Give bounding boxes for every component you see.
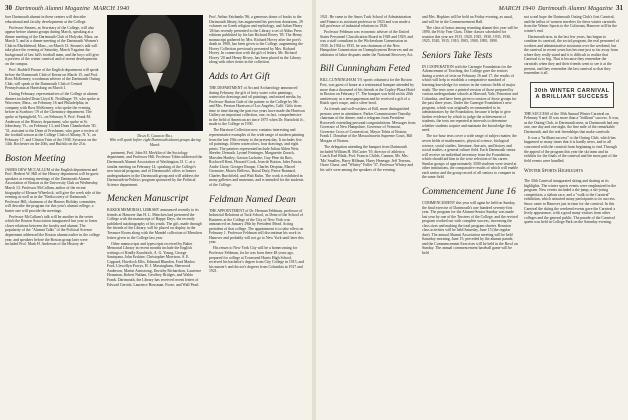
paragraph: partment, Prof. John M. Mecklin of the Sociology department, and Professor Hill. Professor Tobin addressed the Dartmouth Alumni Association of Washington, D. C. at a similar meeting on February 14, speaking of the College's new tutorial program, and of Dartmouth's offers to honors undergraduates in the Dartmouth group and will address the Dartmouth-in-Politics program sponsored by the Political Science department. <box>107 150 203 187</box>
section-heading-mencken-manuscript: Mencken Manuscript <box>107 193 189 205</box>
paragraph: As friends and well-wishers of Bill, more distinguished persons were in attendance. Parker Commissioner Timothy chairman of the dinner, read a telegram from President Roosevelt extending personal congratulations. Messages from Governor of New Hampshire, Governor of Vermont, Governor Cross of Connecticut, Mayor Tobin of Boston, Frank J. Donahue of the Massachusetts Supreme Court, Bill Morgan of Boston. <box>320 107 416 144</box>
paragraph: BAKER MEMORIAL LIBRARY announced recently to its friends at Hanover that H. L. Mencken had presented the College with the manuscript of Happy Days, the recently published autobiography of his youth. The gift, made through the friends of the Library, will be placed on display in the Treasure Room along with the Mandel collection of Mencken letters given to the College last year. <box>107 208 202 240</box>
paragraph: Dartmouth now, in the last few years, has begun to combine its carnival, the social program, the real personnel of workers and administrative assistants over the weekend, but the carnival in recent years has become just so far away from where they really stand and it is difficult to realize that Carnival is so big. That is because they remember the carnivals when they and their friends went to see it at the present, and they remember the last carnival so that they remember it all. <box>524 34 620 76</box>
carnival-announcement-box <box>530 82 614 108</box>
right-column-3 <box>524 15 620 226</box>
paragraph: During February, representatives of the College at alumni dinners included Dean Lloyd K. Neidlinger '19, who spoke at Worcester, Mass., on February 16 and Philadelphia, in company with Ross McKenney, who spoke the evening before at Scarboro '19 of the Chemistry department. The spoke at Springfield, Vt., on February 9. Prof. Frank M. Anderson of the History department, who spoke at St. Johnsbury, Vt., on February 13, and Dean Chamberlain '30, '31, assistant to the Dean of Freshmen, who gave a review of the football season at the College Club of Albany, N. Y., on February 17, and Clinton Trim of the 1938, Syracuse on the 14th. Rochester on the 20th, and Buffalo on the 21st. <box>5 92 100 147</box>
carnival-box-line-1: 30th WINTER CARNIVAL <box>534 87 610 94</box>
paragraph: THE APPOINTMENT of Dr. Herman Feldman, professor of Industrial Relations at Tuck School, as Dean of the School of Business at the College of the City of New York was announced on January 29th by President Mead. Acting president of that college. The appointment is to take effect on February 1. Professor Feldman will discontinue his work in Hanover and probably will not go to New York until later this year. <box>209 208 304 245</box>
left-column-3 <box>209 15 305 275</box>
carnival-box-line-2: A BRILLIANT SUCCESS <box>535 94 609 101</box>
paragraph: COMMENCEMENT this year will again be held on Sunday, the final exercise of Dartmouth's one hundred seventy-first year. The program for the Alumni-Senior Sunday was made last year by one of the Trustees of the College, and the revised program worked out with complete success, increasing the class sizes and making the total program shorter. Reunion class activities will be held Saturday, June 15 (the regular date). The annual Alumni Association meeting will be held Saturday morning, June 15, preceded by the alumni parade, and the Commencement Exercises will be held in the Bowl on Sunday. The annual commencement baseball game will be held <box>422 200 518 255</box>
paragraph: BILL CUNNINGHAM '19, sports columnist for the Boston Post, was guest of honor at a testimonial banquet attended by more than a thousand of his friends at the Copley-Plaza Hotel in Boston on February 17. The banquet was held on his 20th anniversary as a newspaperman and he received a gift of a Buick sport coupe, and a silver bowl. <box>320 78 415 106</box>
left-page-number: 30 <box>5 4 12 12</box>
right-issue-date: MARCH 1940 <box>498 5 535 12</box>
caption-text: Who will speak before eight Dartmouth alumni groups during March. <box>109 138 201 147</box>
paragraph: It was a "brilliant success" to the Outing Club, which has happened so many times that it is hardly news, and to all concerned with the carnival from beginning to end. Through the appeal of the program this year the ski team and its exhibits for the finals of the carnival and the most part of the field events were handled. <box>524 135 618 163</box>
right-column-1 <box>320 15 416 174</box>
paragraph: The class of honor among reuniting alumni this year will be 1890, the Fifty Year Class. Other classes scheduled for reunion this year are 1915, 1920, 1925, 1930, 1935, 1930, 1925, 1920, 1915, 1910, 1905, 1900, 1895, 1890. <box>422 25 519 44</box>
paragraph: and Mrs. Hopkins will be held on Friday evening, as usual, and will be in the Commencement Ball. <box>422 15 513 24</box>
section-heading-boston-meeting: Boston Meeting <box>5 152 66 164</box>
paragraph: THE SUCCESS of the 30th Annual Winter Carnival on February 9 and 10 was more than a "brilliant" success. It was, as the Outing Club, to Dartmouth men, as Dartmouth had any one, one day and one night, the fine mile of the remarkable Dartmouth, and the real friendships that make carnivals. <box>524 111 620 134</box>
caption-name: Dean E. Gordon Bill <box>137 134 173 138</box>
section-heading-feldman-named-dean: Feldman Named Dean <box>209 193 296 205</box>
left-column-2 <box>107 15 203 289</box>
right-column-2 <box>422 15 518 257</box>
paragraph: The Harrison Collection now contains interesting and representative examples of the wide range of modern painting from the late 19th century to the present day. It includes five oil paintings, fifteen watercolors, four drawings, and eight prints. The painters represented include Julian Alden Weir, Sheeler, Demuth, Lyonel Feininger, Marguerite Zorach, Marsden Hartley, Gaston Lachaise, Guy Pène du Bois, Rockwell Kent, Howard Cook, Jean de Botton, Jules Pascin, Andre Lhote, Georges Braque, Charles Despiau, Marcel Gromaire, Morris Bellows, Raoul Dufy, Pierre Bonnard, Charles Burchfield, and Walt Kuhn. The work is exhibited in many galleries and museums, and is intended for the students of the College. <box>209 128 305 187</box>
portrait-photo <box>107 15 203 131</box>
paragraph: JAMES DEW MCCALLUM of the English department and Prof. Herbert W. Hill of the History department will be guest speakers at evening meetings of the Dartmouth Alumni Association of Boston at the University Club on Wednesday, March 13. Professor McCallum, author of the recent biography of Eleazar Wheelock, will give the week side of the evening as well as in the "Rediscovery of Dartmouth." Professor Hill, chairman of the Honors Holiday committee, will describe the program for this year's alumni college, a busier one will provide the meetings. <box>5 167 101 213</box>
left-page <box>0 0 312 420</box>
left-magazine-title: Dartmouth Alumni Magazine <box>15 5 91 12</box>
paragraph: 1921. He came to the Amos Tuck School of Administration and Finance as assistant professor in 1923 and was made a full professor of industrial relations in 1926. <box>320 15 412 29</box>
paragraph: The six-hour tests cover a wide range of subject matter, the seven fields of mathematics, physical science, biological science, social studies, literature, fine arts, and history and social studies, a general culture field. Each Dartmouth senior will receive an individual inventory from the Foundation, which should aid him in the wise selection of his career. Similar groups of approximately 3500 students were tested at other institutions, the comparative results of which will enable each senior and the group record of all seniors to compare in the same field. <box>422 134 518 180</box>
paragraph: IN COOPERATION with the Carnegie Foundation for the Advancement of Teaching, the College gave the seniors during a series of tests on February 16 and 17, the results of which will help to establish a comparative standard of learning knowledge for seniors in the various fields of major study. The tests were a printed version of those prepared by various undergraduate schools at Harvard, Yale, Princeton and Columbia, and have been given to seniors of those groups for the past three years. Under the Carnegie Foundation's new program, which was originally recommended to its administrators by the Foundation, because it helps to give further evidence by which to judge the achievement of students, the tests are repeated at intervals to determine whether students acquire and maintain the knowledge they need. <box>422 64 518 133</box>
left-column-1 <box>5 15 101 248</box>
section-heading-adds-to-art-gift: Adds to Art Gift <box>209 71 270 83</box>
right-page-number: 31 <box>616 4 623 12</box>
paragraph: Professor Stearns, as Secretary of the College, will also appear before alumni groups during March, speaking at a dinner meeting of the Dartmouth Club of Holyoke, Mass. on March 5, and at a dinner meeting of the Dartmouth Women's Club in Marblehead, Mass., on March 13. Stearns's talk will take place the evening of Saturday, March 9 against the background of last fall's football team, and the boys will give a preview of the winter carnival and of recent developments on the campus. <box>5 25 100 66</box>
paragraph: not a real hope the Dartmouth Outing Club's first Carnival, and the influx of women travelers for these winter carnivals from the Winter Sports to the Coliseum, Hanover will be the winter's end. <box>524 15 617 33</box>
paragraph: Professor McCallum's talk will be another in the series which the Boston Association inaugurated last year to foster closer relations between the faculty and alumni. The popularity of the "Alumni Talks" of the Political Science department addressed the Boston alumni earlier in the college year, and speakers before the Boston group later were included Prof. Mark H. Anderson of the History de- <box>5 214 100 247</box>
paragraph: The delegation attending the banquet from Dartmouth included William H. McCarter '19, director of athletics; Coach Earl Blaik; Prof. Francis Childs, Cannon, Mr. Mrs. 'Ma' Smalley, Harry Hillman, Harry Heneage, Jeff Tesreau, Ozzie Chase, and "Whitey" Fuller '37, Professor Whitey and his wife were among the speakers of the evening. <box>320 145 413 172</box>
section-heading-bill-cunningham-feted: Bill Cunningham Feted <box>320 63 411 75</box>
paragraph: Prof. Arthur Fairbanks '86, a generous donor of books to the Dartmouth library, has augmented his previous donations, 29 volumes on Greek religion and mythology, and Julian Pleary '26 has recently presented to the Library a set of Aldus Press editions published by his late Richard Hovey '85. The Henry manuscript gathered by Mrs. Richard Hovey after the poet's death in 1900, has been given to the College, augmenting the Hovey Collection previously presented by Mrs. Richard Hovey. In connection with the gift of letters, Mr. Richard Hovey '20 and Henry Hovey, has been placed in the Library along with other items in the collection. <box>209 15 303 65</box>
left-issue-date: MARCH 1940 <box>93 5 130 12</box>
paragraph: fore Dartmouth alumni in these centers will describe educational and faculty developments at the College. <box>5 15 87 24</box>
photo-caption <box>107 134 203 147</box>
section-heading-commencement-june-16: Commencement June 16 <box>422 185 516 197</box>
paragraph: Other manuscripts and typescripts received by Baker Memorial Library in recent months include the English writings of Kindly Kauchtich, A. G. Young, George Santayana, John Erskine, Christopher Morrison, S. E. Coppard, Havelock Ellis, Edmund Blunden, Ford Madox Ford, Llewellyn Powys, H. J. Massingham, Sherwood Anderson, Martin Armstrong, Dorothy Richardson, Laurence Housman, Robert Nathan, Geoffrey Bridges, and Waldo Frank. Dartmouth, the Library has received recent letters of Edward Gerrish, Laurence Housman, Foote, and Wall Pearl. <box>107 241 202 287</box>
right-page <box>316 0 628 420</box>
right-magazine-title: Dartmouth Alumni Magazine <box>537 5 613 12</box>
section-heading-winter-sports-highlights: Winter Sports Highlights <box>524 169 583 175</box>
left-running-head <box>5 4 129 14</box>
section-heading-seniors-take-tests: Seniors Take Tests <box>422 49 493 61</box>
paragraph: Prof. Roddell Prouse of the English department will speak before the Dartmouth Club of Keene on March 15, and Prof. Ross McKenney, woodsman adviser of the Dartmouth Outing Club, will speak at the Dartmouth Club of Central Pennsylvania at Harrisburg on March 1. <box>5 68 100 91</box>
paragraph: His return to New York City will be a homecoming for Professor Feldman, for he was born there 48 years ago, prepared for college at Townsend Harris High School, received his bachelor's degree from City College in 1915, and his master's and doctor's degrees from Columbia in 1917 and 1921. <box>209 246 305 274</box>
paragraph: Professor Feldman was economic adviser of the United States Personnel Classification Board in 1928 and 1929, and was a staff consultant to the Wickersham Commission in 1930. In 1934 to 1935, he was chairman of the New Hampshire Commission on Unemployment Reserves and an arbitrator of labor disputes under the National Recovery Act. <box>320 30 414 57</box>
right-running-head <box>499 4 623 14</box>
paragraph: The 30th Carnival inaugurated skiing and skating as its highlights. The winter sports events were emphasized in the program. New events included a ski-jump, a ski-joring competition, a slalom race, and a "walk to the Carnival" exhibition, which attracted many participants to its success. Snow came to Hanover just in time for the carnival. In this Carnival the skiing the weekend events gave the Carnival a lively appearance, with a good many visitors from other colleges and the general public. The parade of the Carnival queen was held in College Park on the Saturday evening. <box>524 179 617 225</box>
paragraph: THE DEPARTMENT of Art and Archaeology announced during February the gift of forty water color paintings, watercolor drawings and oil paintings, and mixed media, by Professor Burton Gale of the painter to the College by Mr. and Mrs. Preston Harrison of Los Angeles, Calif. Gifts from time to time during the past two years have made the Harrison Gallery an important collection, one, in fact, comprehensive in the field of American art since 1875 when Dr. Bartolotti Jr., made to the College in 1930. <box>209 86 305 127</box>
